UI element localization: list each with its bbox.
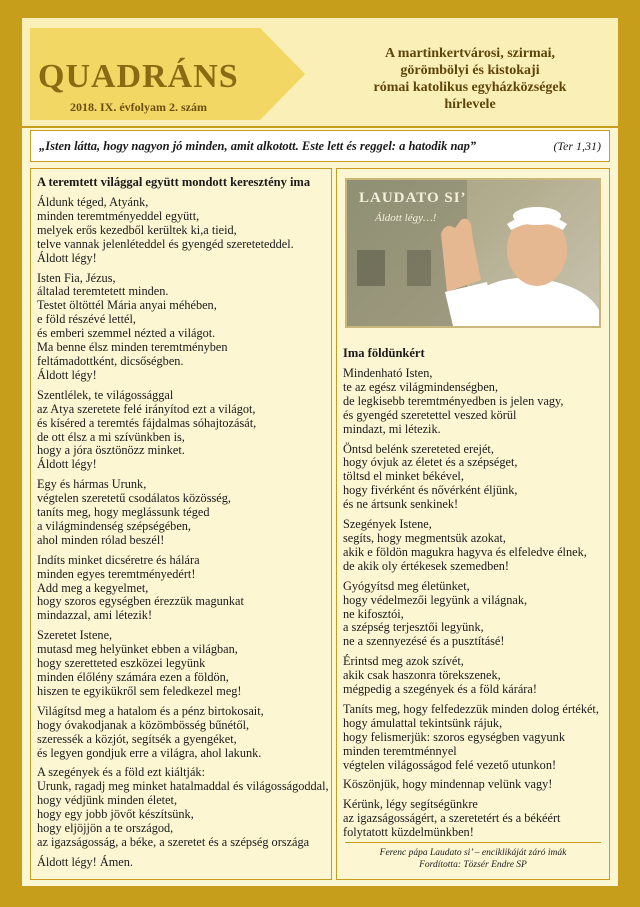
stanza (343, 518, 603, 574)
laudato-si-photo (345, 178, 601, 328)
subtitle-line: görömbölyi és kistokaji (400, 63, 540, 78)
verse-line: feltámadottként, dicsőségben. (37, 353, 184, 368)
subtitle-line: hírlevele (444, 97, 496, 112)
verse-line: de legkisebb teremtményedben is jelen vagy, (343, 393, 564, 408)
verse-line: és legyen gondjuk erre a világra, ahol lakunk. (37, 745, 262, 760)
quote-reference: (Ter 1,31) (553, 138, 601, 153)
stanza (37, 272, 325, 383)
verse-line: Szegények Istene, (343, 517, 432, 532)
verse-line: hogy szoros egységben érezzük magunkat (37, 594, 244, 609)
verse-line: taníts meg, hogy meglássunk téged (37, 505, 210, 520)
verse-line: hogy óvakodjanak a közömbösség bűnétől, (37, 717, 250, 732)
stanza (37, 629, 325, 699)
verse-line: és gyengéd szeretettel veszed körül (343, 407, 517, 422)
verse-line: hogy a jóra ösztönözz minket. (37, 443, 185, 458)
stanza (37, 765, 329, 849)
stanza (343, 778, 603, 792)
verse-line: hiszen te egyikükről sem feledkezel meg! (37, 683, 242, 698)
left-heading: A teremtett világgal együtt mondott keresztény ima (37, 175, 311, 189)
verse-line: Gyógyítsd meg életünket, (343, 578, 470, 593)
verse-line: te az egész világmindenségben, (343, 379, 499, 394)
verse-line: hogy felismerjük: szoros egységben vagyunk (343, 729, 565, 744)
verse-line: Mindenható Isten, (343, 366, 433, 380)
verse-line: ahol minden rólad beszél! (37, 532, 165, 547)
verse-line: mutasd meg helyünket ebben a világban, (37, 642, 238, 657)
verse-line: mindazt, mi létezik. (343, 421, 441, 436)
verse-line: Áldott légy! Ámen. (37, 854, 133, 869)
verse-line: Add meg a kegyelmet, (37, 580, 149, 595)
verse-line: mindazzal, ami létezik! (37, 608, 153, 623)
verse-line: ne kifosztói, (343, 606, 404, 621)
stanza (343, 367, 603, 437)
left-column (30, 168, 332, 880)
verse-line: Világítsd meg a hatalom és a pénz birtokosait, (37, 703, 264, 718)
stanza (37, 856, 325, 870)
stanza (343, 655, 603, 697)
verse-line: Áldott légy! (37, 457, 97, 472)
verse-line: a szépség terjesztői legyünk, (343, 620, 484, 635)
verse-line: de ott élsz a mi szívünkben is, (37, 429, 185, 444)
stanza (37, 554, 325, 624)
stanza (37, 196, 325, 266)
verse-line: és ne ártsunk senkinek! (343, 497, 459, 512)
verse-line: hogy védelmezői legyünk a világnak, (343, 592, 528, 607)
newsletter-subtitle (340, 45, 600, 113)
subtitle-line: római katolikus egyházközségek (373, 80, 567, 95)
verse-line: Érintsd meg azok szívét, (343, 654, 464, 669)
verse-line: ne a szennyezésé és a pusztításé! (343, 634, 505, 649)
verse-line: Isten Fia, Jézus, (37, 270, 116, 285)
quote-text: „Isten látta, hogy nagyon jó minden, amit alkotott. Este lett és reggel: a hatodik nap” (39, 138, 477, 153)
verse-line: az Atya szeretete felé irányítod ezt a világot, (37, 401, 256, 416)
newsletter-page (22, 18, 618, 886)
verse-line: A szegények és a föld ezt kiáltják: (37, 765, 205, 780)
credit-line: Fordította: Tözsér Endre SP (419, 860, 527, 870)
verse-line: hogy óvjuk az életet és a szépséget, (343, 455, 518, 470)
verse-line: Testet öltöttél Mária anyai méhében, (37, 298, 217, 313)
stanza (343, 798, 603, 840)
verse-line: Urunk, ragadj meg minket hatalmaddal és világosságoddal, (37, 779, 329, 794)
photo-subtitle: Áldott légy…! (375, 212, 437, 224)
verse-line: akik csak haszonra törekszenek, (343, 668, 501, 683)
verse-line: minden egyes teremtményedért! (37, 566, 196, 581)
verse-line: folytatott küzdelmünkben! (343, 825, 474, 840)
stanza (37, 705, 325, 761)
right-column (336, 168, 610, 880)
verse-line: Ma benne élsz minden teremtményben (37, 340, 228, 355)
stanza (343, 443, 603, 513)
verse-line: Szeretet Istene, (37, 628, 113, 643)
verse-line: és emberi szemmel nézted a világot. (37, 326, 216, 341)
verse-line: melyek erős kezedből kerültek ki,a tieid, (37, 222, 237, 237)
right-prayer (343, 367, 603, 840)
verse-line: e föld részévé lettél, (37, 312, 137, 327)
verse-line: akik e földön magukra hagyva és elfeledve élnek, (343, 544, 587, 559)
stanza (37, 478, 325, 548)
verse-line: hogy fivérként és nővérként éljünk, (343, 483, 518, 498)
verse-line: hogy eljöjjön a te országod, (37, 821, 174, 836)
verse-line: Áldott légy! (37, 367, 97, 382)
verse-line: Kérünk, légy segítségünkre (343, 797, 478, 812)
left-prayer (37, 195, 329, 870)
verse-line: Öntsd belénk szereteted erejét, (343, 441, 494, 456)
verse-line: hogy védjünk minden életet, (37, 793, 178, 808)
verse-line: szeressék a közjót, segítsék a gyengéket, (37, 731, 237, 746)
verse-line: Szentlélek, te világossággal (37, 387, 174, 402)
right-heading: Ima földünkért (343, 346, 425, 360)
verse-line: mégpedig a szegények és a föld kárára! (343, 682, 537, 697)
verse-line: hogy egy jobb jövőt készítsünk, (37, 807, 194, 822)
verse-line: de akik oly értékesek szemedben! (343, 558, 509, 573)
header (22, 18, 618, 128)
masthead (30, 28, 310, 120)
verse-line: és kíséred a teremtés fájdalmas sóhajtozását, (37, 415, 257, 430)
newsletter-title: QUADRÁNS (38, 58, 239, 95)
verse-line: Áldunk téged, Atyánk, (37, 195, 149, 209)
verse-line: hogy szeretteted eszközei legyünk (37, 656, 206, 671)
verse-line: telve vannak jelenléteddel és gyengéd szereteteddel. (37, 236, 294, 251)
verse-line: Egy és hármas Urunk, (37, 477, 147, 492)
verse-line: hogy ámulattal tekintsünk rájuk, (343, 715, 503, 730)
subtitle-line: A martinkertvárosi, szirmai, (384, 46, 556, 61)
verse-line: minden teremtményeddel együtt, (37, 208, 200, 223)
verse-line: általad teremtetett minden. (37, 284, 169, 299)
verse-line: segíts, hogy megmentsük azokat, (343, 530, 506, 545)
credit-line: Ferenc pápa Laudato si’ – enciklikáját záró imák (379, 848, 567, 858)
scripture-quote (30, 130, 610, 162)
verse-line: végtelen szeretetű csodálatos közösség, (37, 491, 231, 506)
verse-line: Indíts minket dicséretre és hálára (37, 552, 200, 567)
verse-line: Köszönjük, hogy mindennap velünk vagy! (343, 777, 553, 792)
verse-line: az igazságosságért, a szeretetért és a békéért (343, 811, 561, 826)
verse-line: az igazságosság, a béke, a szeretet és a szépség országa (37, 834, 310, 849)
verse-line: töltsd el minket békével, (343, 469, 464, 484)
verse-line: minden teremtménnyel (343, 743, 457, 758)
photo-title: LAUDATO SI’ (359, 190, 467, 206)
translation-credit (345, 842, 601, 871)
issue-number: 2018. IX. évfolyam 2. szám (70, 100, 207, 114)
stanza (37, 389, 325, 472)
verse-line: a világmindenség szépségében, (37, 518, 191, 533)
stanza (343, 703, 603, 773)
stanza (343, 580, 603, 650)
verse-line: végtelen világosságod felé vezető utunkon! (343, 757, 557, 772)
verse-line: Taníts meg, hogy felfedezzük minden dolog értékét, (343, 701, 599, 716)
verse-line: minden élőlény számára ezen a földön, (37, 670, 229, 684)
verse-line: Áldott légy! (37, 250, 97, 265)
